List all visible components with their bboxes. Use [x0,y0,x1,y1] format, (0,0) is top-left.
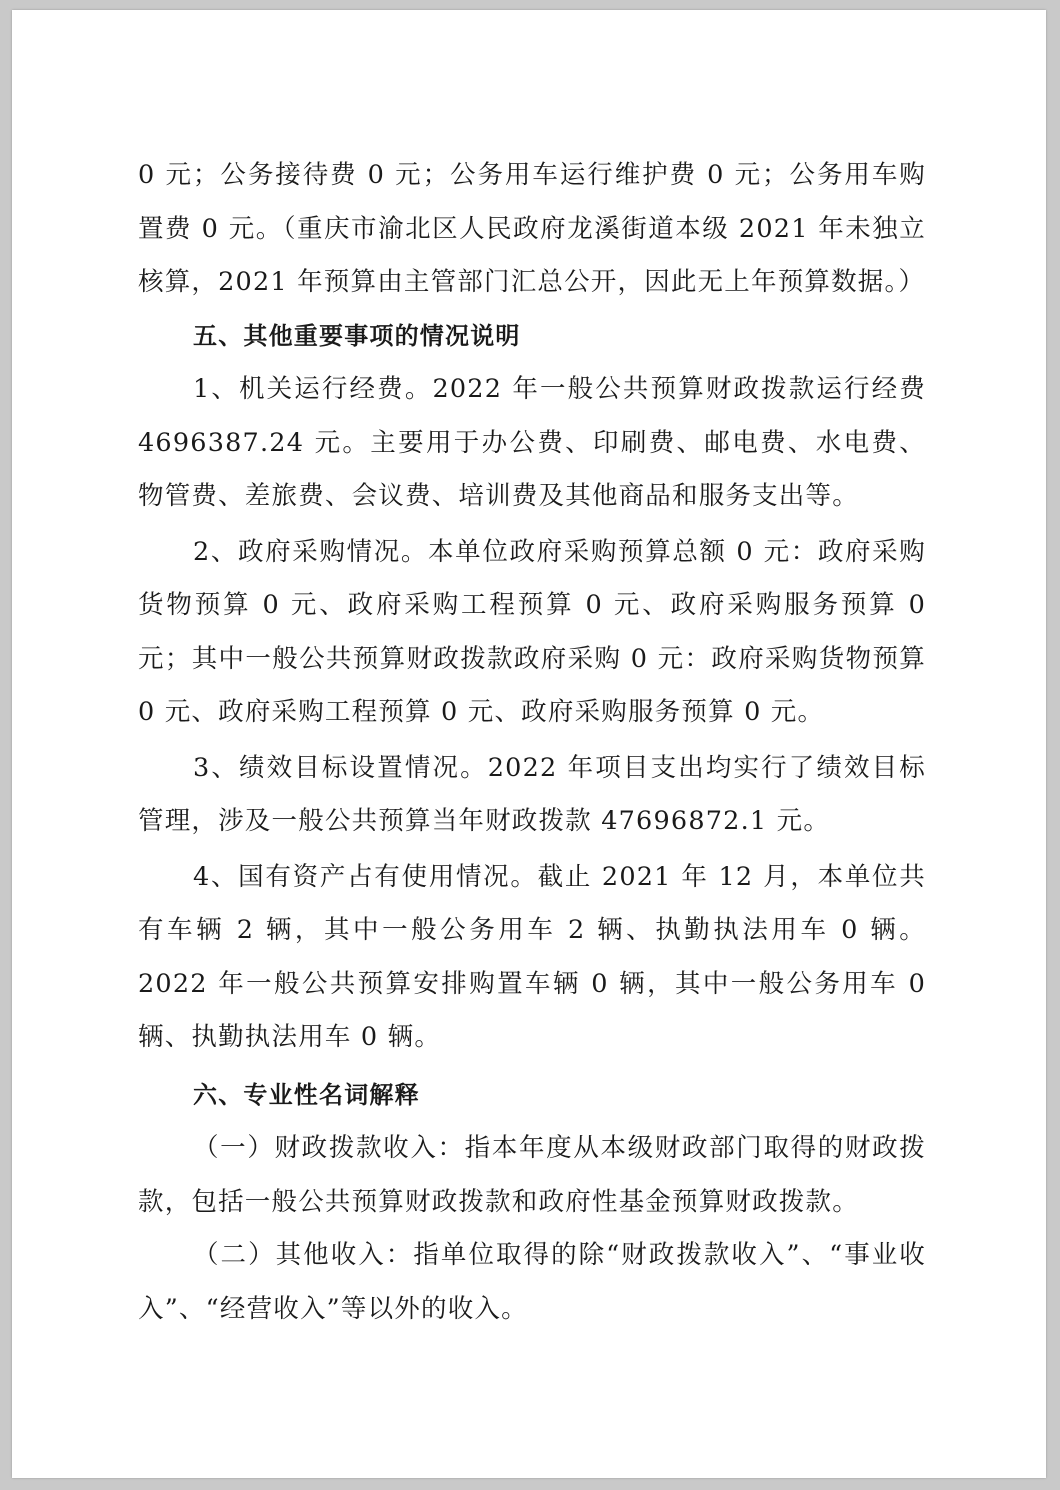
section-heading-terms: 六、专业性名词解释 [193,1080,420,1109]
section-heading-other-matters: 五、其他重要事项的情况说明 [193,321,521,350]
paragraph-term-other-income: （二）其他收入：指单位取得的除“财政拨款收入”、“事业收入”、“经营收入”等以外的收入。 [138,1240,926,1324]
paragraph-performance-targets: 3、绩效目标设置情况。2022 年项目支出均实行了绩效目标管理，涉及一般公共预算当年财政拨款 47696872.1 元。 [138,752,926,836]
paragraph-continued: 0 元；公务接待费 0 元；公务用车运行维护费 0 元；公务用车购置费 0 元。（重庆市渝北区人民政府龙溪街道本级 2021 年未独立核算，2021 年预算由主管部门汇总公开，因此无上年预算数据。） [138,160,926,297]
document-body [138,149,926,1336]
document-page [12,10,1046,1478]
paragraph-state-assets: 4、国有资产占有使用情况。截止 2021 年 12 月，本单位共有车辆 2 辆，其中一般公务用车 2 辆、执勤执法用车 0 辆。2022 年一般公共预算安排购置车辆 0 辆，其中一般公务用车 0 辆、执勤执法用车 0 辆。 [138,861,926,1052]
paragraph-operating-expenses: 1、机关运行经费。2022 年一般公共预算财政拨款运行经费 4696387.24 元。主要用于办公费、印刷费、邮电费、水电费、物管费、差旅费、会议费、培训费及其他商品和服务支出等。 [138,374,926,511]
paragraph-procurement: 2、政府采购情况。本单位政府采购预算总额 0 元：政府采购货物预算 0 元、政府采购工程预算 0 元、政府采购服务预算 0 元；其中一般公共预算财政拨款政府采购 0 元：政府采购货物预算 0 元、政府采购工程预算 0 元、政府采购服务预算 0 元。 [138,536,926,727]
paragraph-term-fiscal-income: （一）财政拨款收入：指本年度从本级财政部门取得的财政拨款，包括一般公共预算财政拨款和政府性基金预算财政拨款。 [138,1133,926,1217]
